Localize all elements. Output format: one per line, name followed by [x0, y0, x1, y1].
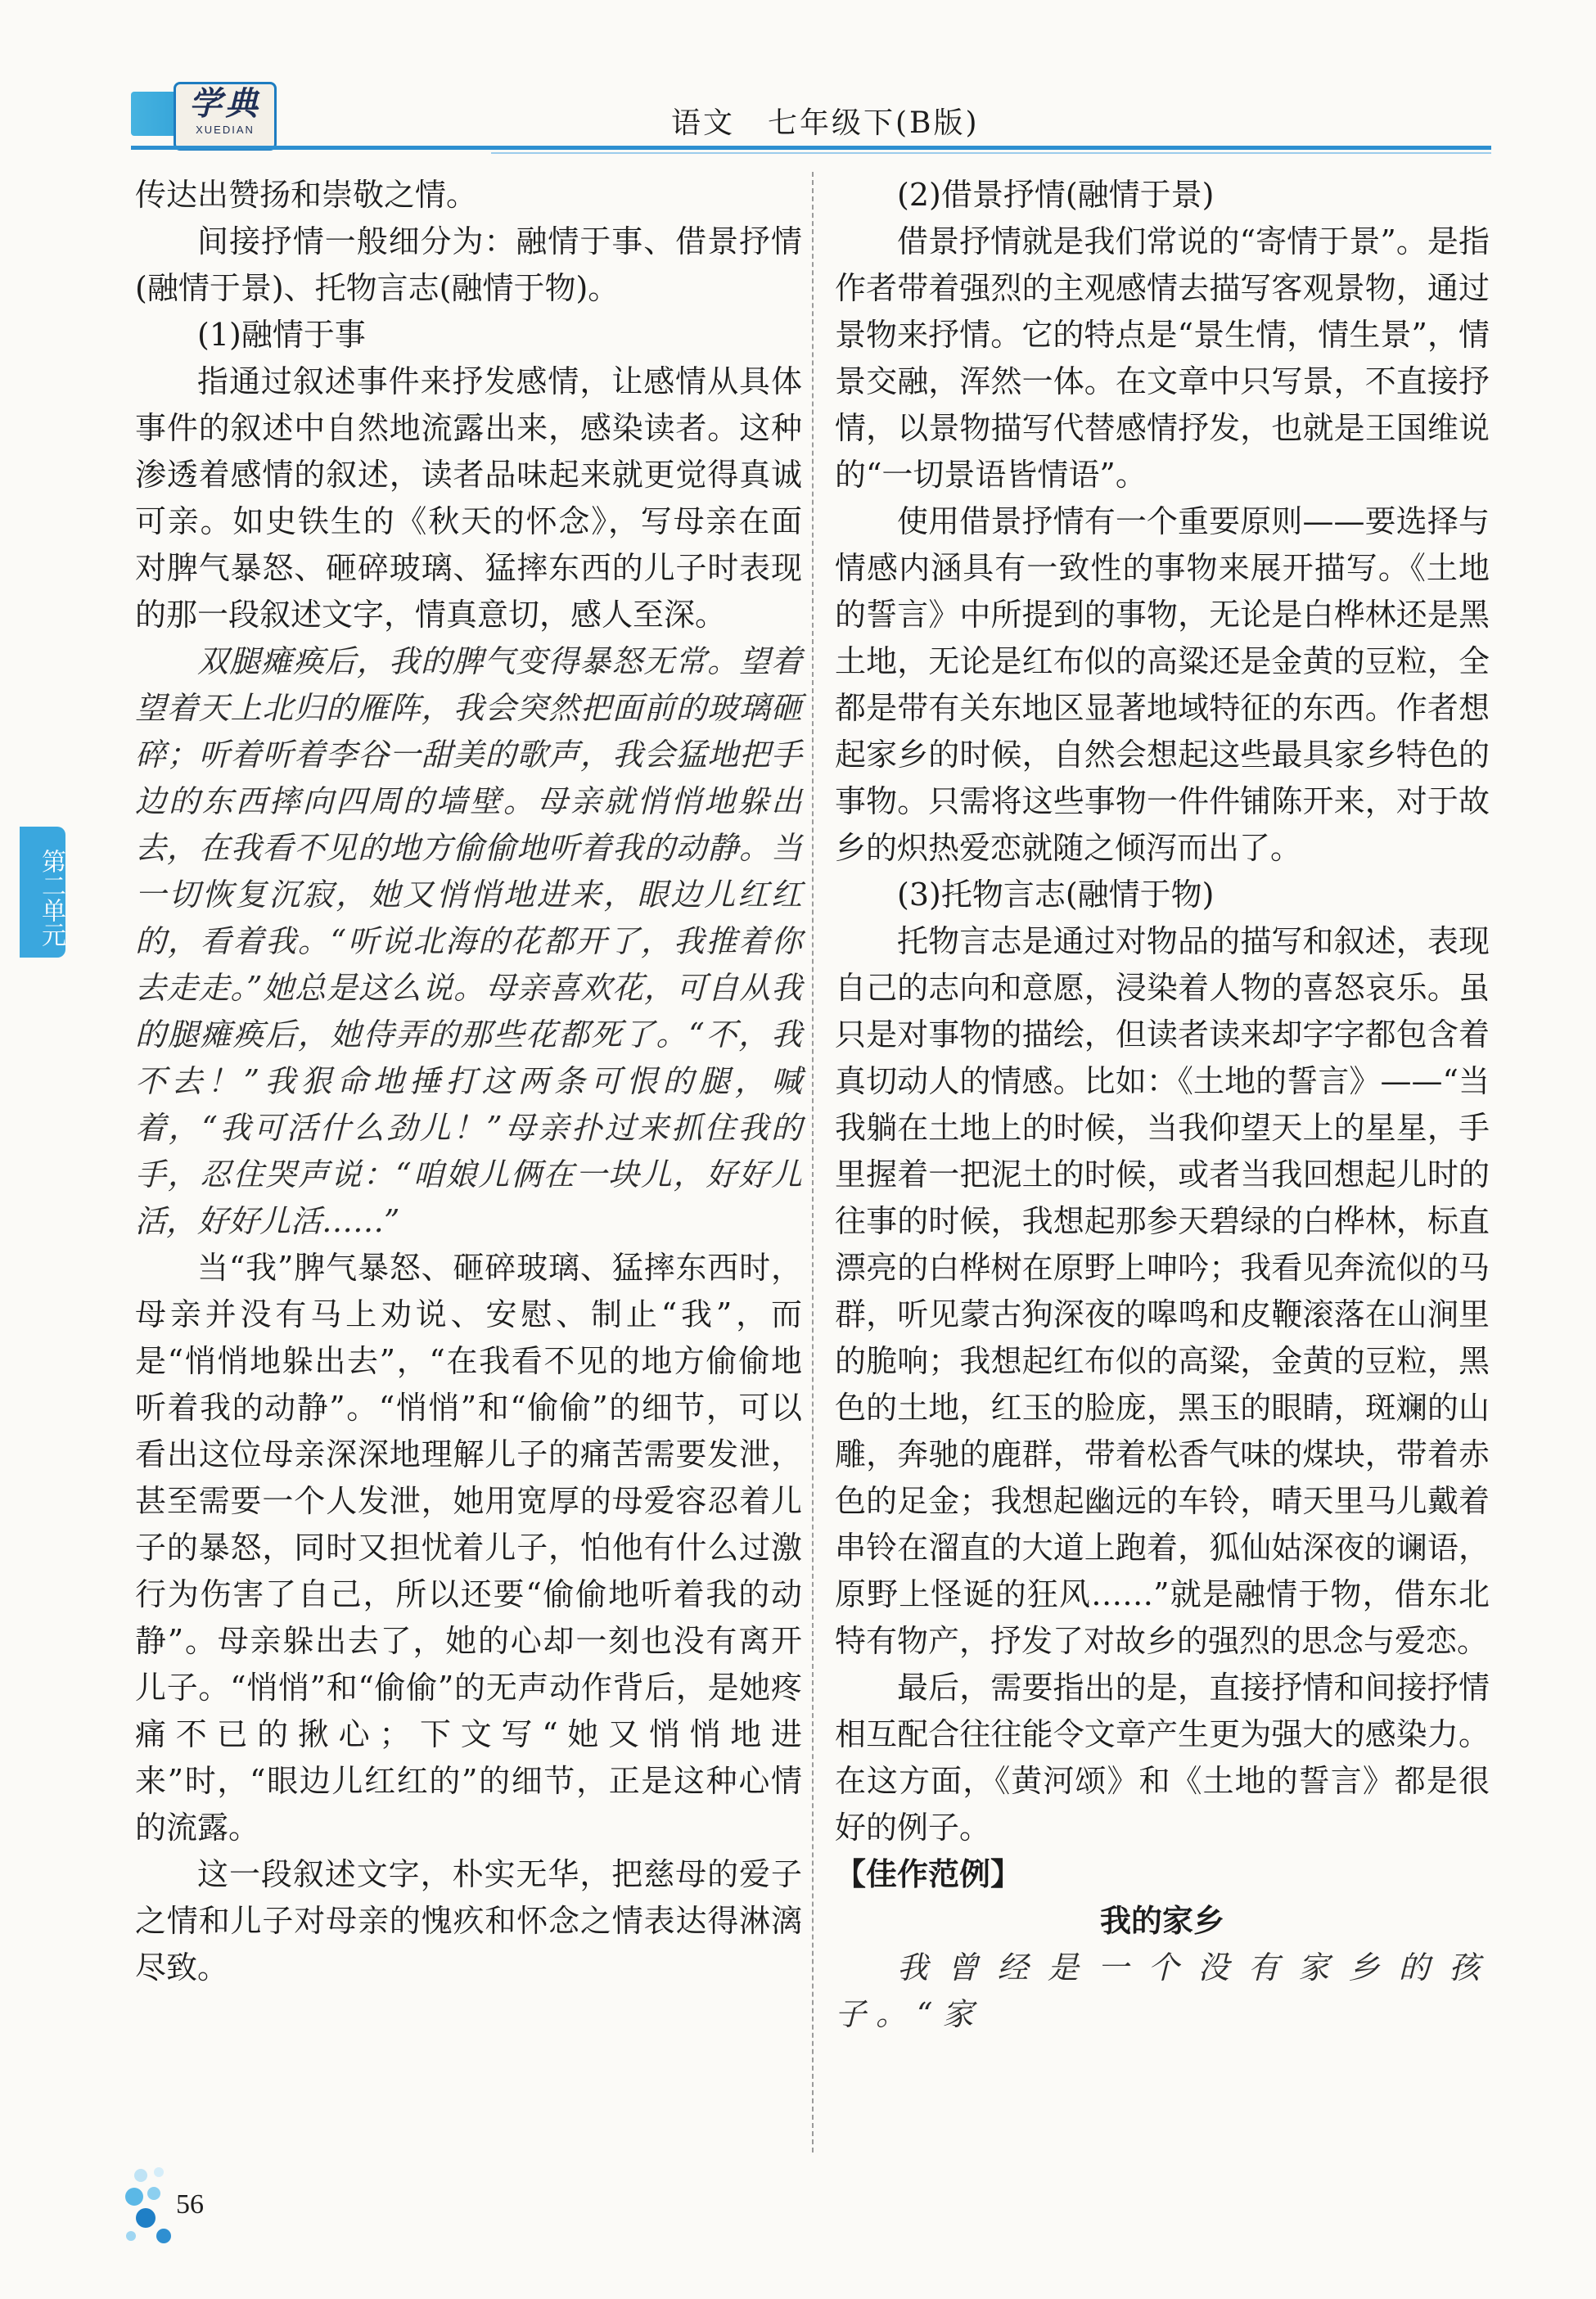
brand-logo: 学典 XUEDIAN: [174, 82, 277, 151]
paragraph: 指通过叙述事件来抒发感情，让感情从具体事件的叙述中自然地流露出来，感染读者。这种渗透着感情的叙述，读者品味起来就更觉得真诚可亲。如史铁生的《秋天的怀念》，写母亲在面对脾气暴怒、砸碎玻璃、猛摔东西的儿子时表现的那一段叙述文字，情真意切，感人至深。: [135, 363, 802, 633]
right-column: [835, 172, 1490, 2038]
essay-first-line: 我曾经是一个没有家乡的孩子。“家: [835, 1950, 1490, 2032]
paragraph: 当“我”脾气暴怒、砸碎玻璃、猛摔东西时，母亲并没有马上劝说、安慰、制止“我”，而是“悄悄地躲出去”，“在我看不见的地方偷偷地听着我的动静”。“悄悄”和“偷偷”的细节，可以看出这位母亲深深地理解儿子的痛苦需要发泄，甚至需要一个人发泄，她用宽厚的母爱容忍着儿子的暴怒，同时又担忧着儿子，怕他有什么过激行为伤害了自己，所以还要“偷偷地听着我的动静”。母亲躲出去了，她的心却一刻也没有离开儿子。“悄悄”和“偷偷”的无声动作背后，是她疼痛不已的揪心；下文写“她又悄悄地进来”时，“眼边儿红红的”的细节，正是这种心情的流露。: [135, 1250, 802, 1846]
unit-side-tab: 第二单元: [20, 827, 65, 958]
subheading-tuowu-yanzhi: (3)托物言志(融情于物): [897, 877, 1215, 913]
paragraph: 最后，需要指出的是，直接抒情和间接抒情相互配合往往能令文章产生更为强大的感染力。在这方面，《黄河颂》和《土地的誓言》都是很好的例子。: [835, 1670, 1490, 1846]
header-title: [671, 100, 980, 142]
paragraph: 借景抒情就是我们常说的“寄情于景”。是指作者带着强烈的主观感情去描写客观景物，通过景物来抒情。它的特点是“景生情，情生景”，情景交融，浑然一体。在文章中只写景，不直接抒情，以景物描写代替感情抒发，也就是王国维说的“一切景语皆情语”。: [835, 223, 1490, 493]
paragraph: 传达出赞扬和崇敬之情。: [135, 177, 478, 213]
page-header: [0, 0, 1596, 156]
left-column: [135, 172, 802, 1991]
subheading-rongqing-yu-shi: (1)融情于事: [197, 317, 366, 353]
quoted-excerpt: 双腿瘫痪后，我的脾气变得暴怒无常。望着望着天上北归的雁阵，我会突然把面前的玻璃砸碎；听着听着李谷一甜美的歌声，我会猛地把手边的东西摔向四周的墙壁。母亲就悄悄地躲出去，在我看不见的地方偷偷地听着我的动静。当一切恢复沉寂，她又悄悄地进来，眼边儿红红的，看着我。“听说北海的花都开了，我推着你去走走。”她总是这么说。母亲喜欢花，可自从我的腿瘫痪后，她侍弄的那些花都死了。“不，我不去！”我狠命地捶打这两条可恨的腿，喊着，“我可活什么劲儿！”母亲扑过来抓住我的手，忍住哭声说：“咱娘儿俩在一块儿，好好儿活，好好儿活……”: [135, 643, 802, 1239]
paragraph: 使用借景抒情有一个重要原则——要选择与情感内涵具有一致性的事物来展开描写。《土地的誓言》中所提到的事物，无论是白桦林还是黑土地，无论是红布似的高粱还是金黄的豆粒，全都是带有关东地区显著地域特征的东西。作者想起家乡的时候，自然会想起这些最具家乡特色的事物。只需将这些事物一件件铺陈开来，对于故乡的炽热爱恋就随之倾泻而出了。: [835, 503, 1490, 866]
essay-title: 我的家乡: [1099, 1903, 1224, 1939]
paragraph: 这一段叙述文字，朴实无华，把慈母的爱子之情和儿子对母亲的愧疚和怀念之情表达得淋漓尽致。: [135, 1856, 802, 1986]
paragraph: 托物言志是通过对物品的描写和叙述，表现自己的志向和意愿，浸染着人物的喜怒哀乐。虽只是对事物的描绘，但读者读来却字字都包含着真切动人的情感。比如：《土地的誓言》——“当我躺在土地上的时候，当我仰望天上的星星，手里握着一把泥土的时候，或者当我回想起儿时的往事的时候，我想起那参天碧绿的白桦林，标直漂亮的白桦树在原野上呻吟；我看见奔流似的马群，听见蒙古狗深夜的嗥鸣和皮鞭滚落在山涧里的脆响；我想起红布似的高粱，金黄的豆粒，黑色的土地，红玉的脸庞，黑玉的眼睛，斑斓的山雕，奔驰的鹿群，带着松香气味的煤块，带着赤色的足金；我想起幽远的车铃，晴天里马儿戴着串铃在溜直的大道上跑着，狐仙姑深夜的谰语，原野上怪诞的狂风……”就是融情于物，借东北特有物产，抒发了对故乡的强烈的思念与爱恋。: [835, 923, 1490, 1659]
grade-label: 七年级下(B版): [768, 106, 980, 140]
subject-label: 语文: [671, 106, 736, 140]
page-number: 56: [176, 2189, 204, 2220]
header-rule: [131, 146, 1491, 150]
section-tag-example: 【佳作范例】: [835, 1856, 1022, 1892]
subheading-jiejing-shuqing: (2)借景抒情(融情于景): [897, 177, 1215, 213]
column-divider: [812, 172, 814, 2152]
header-rule-thin: [491, 152, 1491, 154]
paragraph: 间接抒情一般细分为：融情于事、借景抒情(融情于景)、托物言志(融情于物)。: [135, 223, 802, 306]
